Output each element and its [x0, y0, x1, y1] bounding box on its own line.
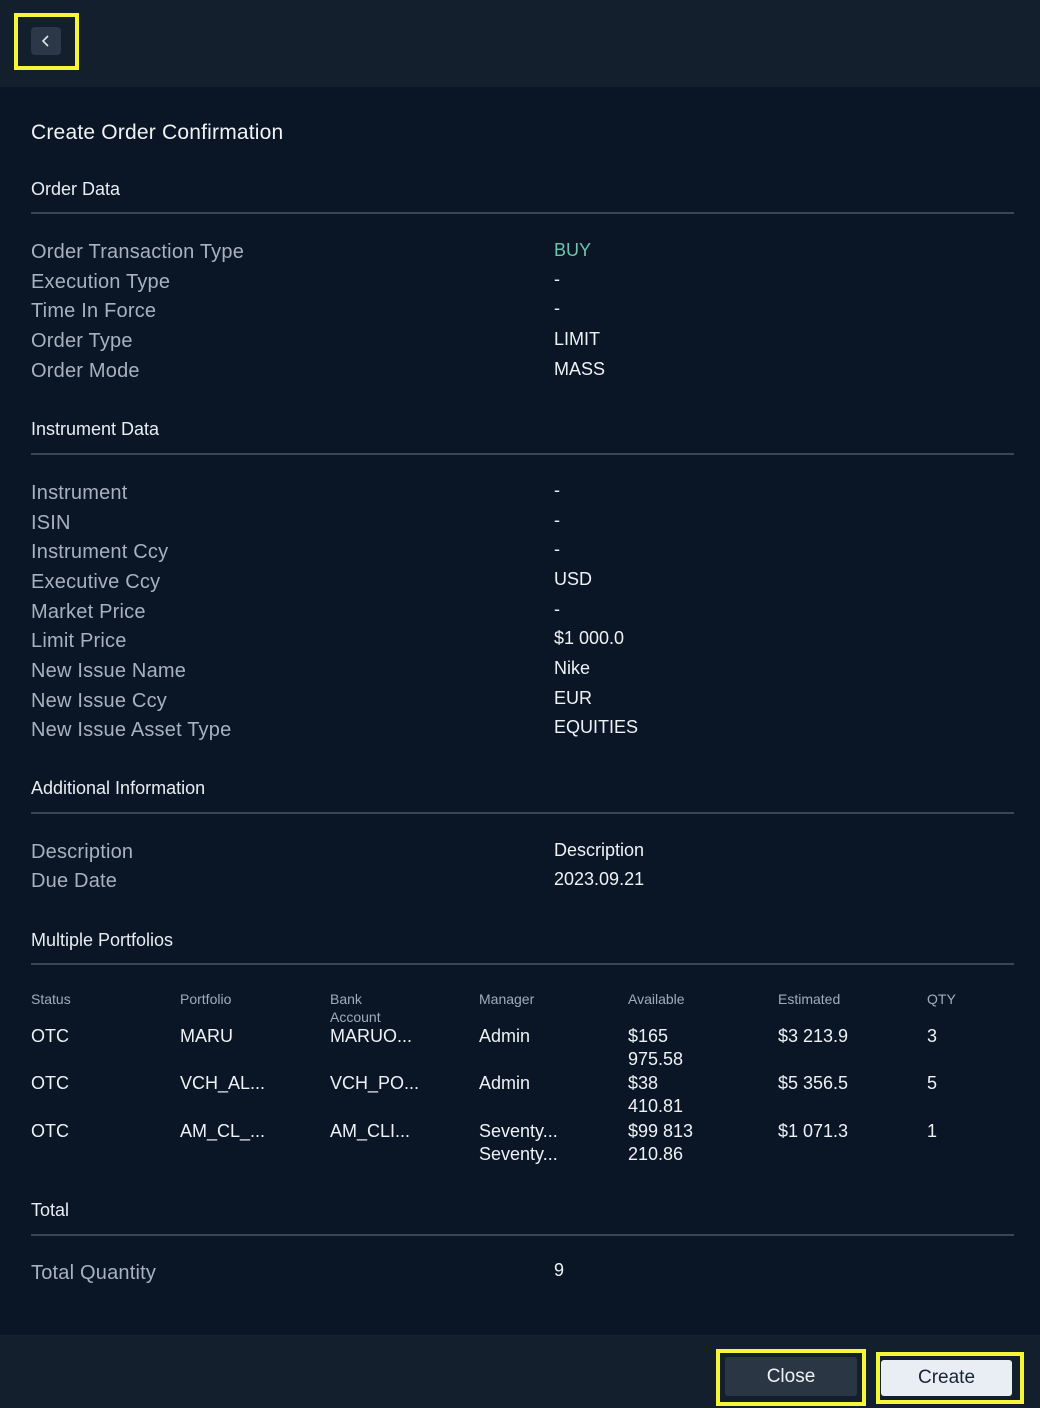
cell-portfolio: AM_CL_... [180, 1121, 266, 1141]
instrument-value: - [554, 480, 560, 500]
description-value: Description [554, 840, 645, 860]
column-header-status: Status [31, 991, 71, 1007]
isin-value: - [554, 510, 560, 530]
limit-price-label: Limit Price [31, 630, 127, 652]
divider [31, 212, 1014, 214]
cell-estimated: $3 213.9 [778, 1026, 849, 1046]
create-button[interactable]: Create [881, 1360, 1012, 1396]
cell-qty: 3 [927, 1026, 938, 1046]
cell-portfolio: VCH_AL... [180, 1073, 266, 1093]
description-label: Description [31, 841, 134, 863]
order-type-label: Order Type [31, 330, 133, 352]
cell-status: OTC [31, 1026, 69, 1046]
cell-manager-cont: Seventy... [479, 1144, 558, 1164]
executive-ccy-label: Executive Ccy [31, 571, 161, 593]
chevron-left-icon [41, 35, 51, 47]
order-mode-label: Order Mode [31, 360, 140, 382]
order-transaction-type-label: Order Transaction Type [31, 241, 245, 263]
limit-price-value: $1 000.0 [554, 628, 625, 648]
new-issue-ccy-value: EUR [554, 688, 593, 708]
cell-manager: Seventy... [479, 1121, 558, 1141]
column-header-qty: QTY [927, 991, 956, 1007]
order-transaction-type-value: BUY [554, 240, 592, 260]
cell-status: OTC [31, 1073, 69, 1093]
cell-available: $38 [628, 1073, 659, 1093]
market-price-label: Market Price [31, 601, 146, 623]
divider [31, 963, 1014, 965]
cell-bank-account: VCH_PO... [330, 1073, 420, 1093]
section-title-additional-information: Additional Information [31, 778, 206, 798]
cell-available: $99 813 [628, 1121, 694, 1141]
column-header-estimated: Estimated [778, 991, 841, 1007]
cell-manager: Admin [479, 1073, 531, 1093]
cell-portfolio: MARU [180, 1026, 233, 1046]
cell-bank-account: MARUO... [330, 1026, 413, 1046]
cell-qty: 5 [927, 1073, 938, 1093]
new-issue-name-value: Nike [554, 658, 591, 678]
page-title: Create Order Confirmation [31, 121, 284, 144]
column-header-available: Available [628, 991, 685, 1007]
total-quantity-value: 9 [554, 1260, 565, 1280]
due-date-value: 2023.09.21 [554, 869, 645, 889]
new-issue-name-label: New Issue Name [31, 660, 187, 682]
instrument-label: Instrument [31, 482, 128, 504]
time-in-force-value: - [554, 298, 560, 318]
executive-ccy-value: USD [554, 569, 593, 589]
order-type-value: LIMIT [554, 329, 601, 349]
section-title-instrument-data: Instrument Data [31, 419, 160, 439]
cell-available-cont: 210.86 [628, 1144, 684, 1164]
section-title-total: Total [31, 1200, 70, 1220]
cell-qty: 1 [927, 1121, 938, 1141]
instrument-ccy-value: - [554, 539, 560, 559]
isin-label: ISIN [31, 512, 71, 534]
order-mode-value: MASS [554, 359, 606, 379]
total-quantity-label: Total Quantity [31, 1262, 157, 1284]
new-issue-asset-type-label: New Issue Asset Type [31, 719, 232, 741]
top-bar [0, 0, 1040, 87]
market-price-value: - [554, 599, 560, 619]
cell-available-cont: 975.58 [628, 1049, 684, 1069]
new-issue-ccy-label: New Issue Ccy [31, 690, 167, 712]
column-header-manager: Manager [479, 991, 535, 1007]
cell-available-cont: 410.81 [628, 1096, 684, 1116]
cell-estimated: $5 356.5 [778, 1073, 849, 1093]
divider [31, 1234, 1014, 1236]
cell-estimated: $1 071.3 [778, 1121, 849, 1141]
section-title-multiple-portfolios: Multiple Portfolios [31, 930, 174, 950]
column-header-bank: Bank [330, 991, 362, 1007]
execution-type-value: - [554, 269, 560, 289]
section-title-order-data: Order Data [31, 179, 121, 199]
cell-bank-account: AM_CLI... [330, 1121, 411, 1141]
cell-available: $165 [628, 1026, 669, 1046]
back-button[interactable] [31, 27, 61, 55]
cell-status: OTC [31, 1121, 69, 1141]
time-in-force-label: Time In Force [31, 300, 157, 322]
close-button[interactable]: Close [725, 1357, 857, 1396]
instrument-ccy-label: Instrument Ccy [31, 541, 169, 563]
execution-type-label: Execution Type [31, 271, 171, 293]
column-header-portfolio: Portfolio [180, 991, 232, 1007]
divider [31, 453, 1014, 455]
due-date-label: Due Date [31, 870, 118, 892]
cell-manager: Admin [479, 1026, 531, 1046]
column-header-account: Account [330, 1009, 381, 1025]
divider [31, 812, 1014, 814]
new-issue-asset-type-value: EQUITIES [554, 717, 639, 737]
